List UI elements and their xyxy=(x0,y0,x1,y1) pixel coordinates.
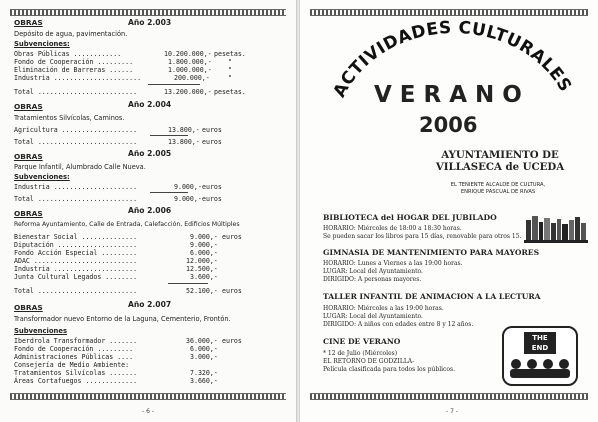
total-row: Total ......................... 13.200.000,- pesetas. xyxy=(14,88,246,96)
activity-line: Película clasificada para todos los públicos. xyxy=(323,366,455,373)
page-number-left: - 6 - xyxy=(142,408,154,415)
activity-line: HORARIO: Lunes a Viernes a las 19:00 horas. xyxy=(323,260,463,267)
activity-line: HORARIO: Miércoles a las 19:00 horas. xyxy=(323,305,444,312)
section-heading-2003: OBRAS xyxy=(14,18,43,27)
top-border xyxy=(10,9,286,16)
ayuntamiento-heading xyxy=(400,149,598,173)
section-desc-2003: Depósito de agua, pavimentación. xyxy=(14,30,128,38)
left-page xyxy=(0,0,296,422)
activity-title-biblioteca: BIBLIOTECA del HOGAR DEL JUBILADO xyxy=(323,213,497,222)
sum-rule xyxy=(168,283,208,284)
table-row: Eliminación de Barreras ...... 1.000.000,- " xyxy=(14,66,232,74)
activity-line: HORARIO: Miércoles de 18:00 a 18:30 horas. xyxy=(323,225,462,232)
section-sub-2005: Subvenciones: xyxy=(14,173,70,181)
section-heading-2007: OBRAS xyxy=(14,303,43,312)
table-row: Industria ..................... 12.500,- xyxy=(14,265,218,273)
activity-line: Se pueden sacar los libros para 15 días, renovable para otros 15. xyxy=(323,233,522,240)
ayuntamiento-line-1: AYUNTAMIENTO DE xyxy=(441,149,559,161)
top-border xyxy=(310,9,588,16)
arc-title-text: ACTIVIDADES CULTURALES xyxy=(329,18,576,101)
table-row: Agricultura ................... 13.800,- euros xyxy=(14,126,222,134)
table-row: Diputación .................... 9.000,- xyxy=(14,241,218,249)
table-row: Bienestar Social .............. 9.000,- euros xyxy=(14,233,242,241)
teniente-line-1: EL TENIENTE ALCALDE DE CULTURA, xyxy=(450,182,546,188)
activity-line: LUGAR: Local del Ayuntamiento. xyxy=(323,268,423,275)
section-year-2007: Año 2.007 xyxy=(128,300,172,309)
section-desc-2004: Tratamientos Silvícolas, Caminos. xyxy=(14,114,125,122)
table-row: Consejería de Medio Ambiente: xyxy=(14,361,130,369)
table-row: Obras Públicas ............ 10.200.000,- pesetas. xyxy=(14,50,246,58)
season-year: 2006 xyxy=(419,113,478,137)
audience-icon xyxy=(508,356,572,380)
verano-title: VERANO xyxy=(374,82,530,108)
section-heading-2005: OBRAS xyxy=(14,152,43,161)
section-year-2003: Año 2.003 xyxy=(128,18,172,27)
table-row: Fondo de Cooperación ......... 6.000,- xyxy=(14,345,218,353)
page-number-right: - 7 - xyxy=(446,408,458,415)
table-row: Industria ...................... 200.000,- " xyxy=(14,74,232,82)
table-row: Administraciones Públicas .... 3.000,- xyxy=(14,353,218,361)
table-row: Industria ..................... 9.000,- euros xyxy=(14,183,222,191)
table-row: Fondo de Cooperación ......... 1.800.000,- " xyxy=(14,58,232,66)
cinema-screen: THE END xyxy=(524,332,556,354)
sum-rule xyxy=(148,84,200,85)
section-sub-2003: Subvenciones: xyxy=(14,40,70,48)
books-icon xyxy=(524,214,588,244)
activity-line: * 12 de Julio (Miércoles) xyxy=(323,350,398,357)
section-sub-2007: Subvenciones xyxy=(14,327,68,335)
table-row: ADAC .......................... 12.000,- xyxy=(14,257,218,265)
activity-line: EL RETORNO DE GODZILLA- xyxy=(323,358,415,365)
section-desc-2007: Transformador nuevo Entorno de la Laguna, Cementerio, Frontón. xyxy=(14,315,231,323)
total-row: Total ......................... 52.100,- euros xyxy=(14,287,242,295)
activity-title-taller: TALLER INFANTIL DE ANIMACION A LA LECTURA xyxy=(323,292,541,301)
activity-line: DIRIGIDO: A personas mayores. xyxy=(323,276,422,283)
section-desc-2006: Reforma Ayuntamiento, Calle de Entrada, Calefacción, Edificios Múltiples xyxy=(14,221,240,228)
teniente-credit xyxy=(403,182,593,196)
bottom-border xyxy=(10,393,286,400)
section-year-2004: Año 2.004 xyxy=(128,100,172,109)
table-row: Fondo Acción Especial ......... 6.000,- xyxy=(14,249,218,257)
total-row: Total ......................... 13.800,- euros xyxy=(14,138,222,146)
sum-rule xyxy=(150,192,188,193)
bottom-border xyxy=(310,393,588,400)
table-row: Áreas Cortafuegos ............. 3.660,- xyxy=(14,377,218,385)
activity-line: LUGAR: Local del Ayuntamiento. xyxy=(323,313,423,320)
total-row: Total ......................... 9.000,- euros xyxy=(14,195,222,203)
section-heading-2004: OBRAS xyxy=(14,102,43,111)
cinema-icon xyxy=(502,326,578,386)
ayuntamiento-line-2: VILLASECA de UCEDA xyxy=(435,161,565,173)
section-year-2006: Año 2.006 xyxy=(128,206,172,215)
activity-title-gimnasia: GIMNASIA DE MANTENIMIENTO PARA MAYORES xyxy=(323,248,540,257)
section-heading-2006: OBRAS xyxy=(14,209,43,218)
right-page xyxy=(300,0,598,422)
activity-line: DIRIGIDO: A niños con edades entre 8 y 12 años. xyxy=(323,321,474,328)
table-row: Iberdrola Transformador ....... 36.000,- euros xyxy=(14,337,242,345)
table-row: Tratamientos Silvícolas ....... 7.320,- xyxy=(14,369,218,377)
section-year-2005: Año 2.005 xyxy=(128,149,172,158)
sum-rule xyxy=(150,135,188,136)
table-row: Junta Cultural Legados ........ 3.600,- xyxy=(14,273,218,281)
activity-title-cine: CINE DE VERANO xyxy=(323,337,401,346)
teniente-line-2: ENRIQUE PASCUAL DE RIVAS xyxy=(460,189,536,195)
section-desc-2005: Parque Infantil, Alumbrado Calle Nueva. xyxy=(14,163,146,171)
